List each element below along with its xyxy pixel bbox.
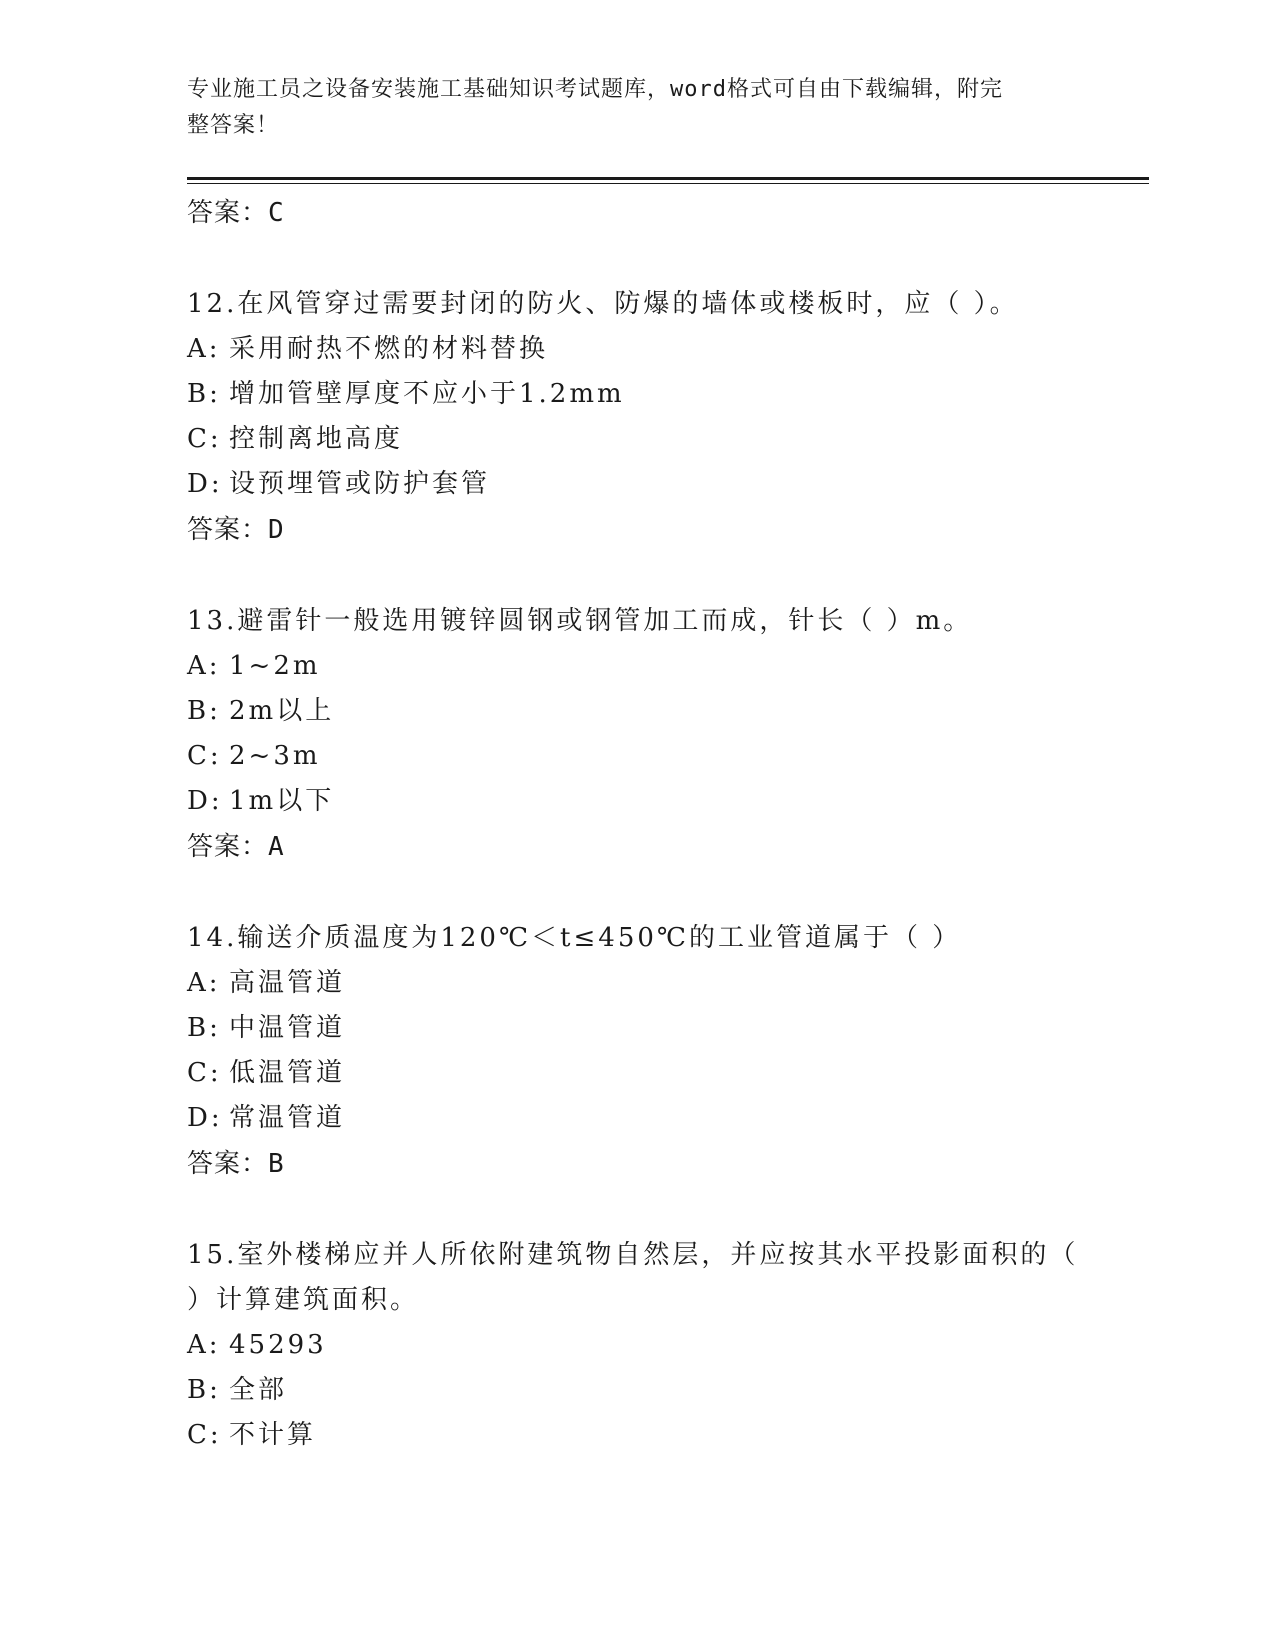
- answer-line: 答案：C: [187, 198, 285, 228]
- option-letter: B:: [187, 1375, 221, 1405]
- option-c: [187, 1051, 1087, 1096]
- option-text: 2m以上: [229, 696, 335, 726]
- question-stem-line: 12.在风管穿过需要封闭的防火、防爆的墙体或楼板时，应（ ）。: [187, 289, 1019, 319]
- option-letter: C:: [187, 1420, 222, 1450]
- question-stem-line: 14.输送介质温度为120℃＜t≤450℃的工业管道属于（ ）: [187, 923, 962, 953]
- option-d: [187, 462, 1087, 507]
- option-letter: C:: [187, 1058, 222, 1088]
- option-text: 1m以下: [229, 786, 335, 816]
- option-text: 低温管道: [229, 1058, 346, 1088]
- spacer: [187, 553, 1087, 599]
- answer-line: 答案：D: [187, 515, 285, 545]
- option-a: [187, 644, 1087, 689]
- option-a: [187, 961, 1087, 1006]
- question-stem: [187, 599, 1087, 644]
- option-a: [187, 1323, 1087, 1368]
- option-letter: A:: [187, 651, 221, 681]
- option-letter: A:: [187, 968, 221, 998]
- spacer: [187, 1187, 1087, 1233]
- option-d: [187, 1096, 1087, 1141]
- option-text: 采用耐热不燃的材料替换: [229, 334, 549, 364]
- answer-line: 答案：B: [187, 1149, 285, 1179]
- option-letter: B:: [187, 1013, 221, 1043]
- question-stem: [187, 282, 1087, 327]
- option-b: [187, 1368, 1087, 1413]
- option-letter: B:: [187, 696, 221, 726]
- spacer: [187, 236, 1087, 282]
- question-stem: [187, 916, 1087, 961]
- option-b: [187, 1006, 1087, 1051]
- option-text: 中温管道: [229, 1013, 346, 1043]
- option-text: 控制离地高度: [229, 424, 404, 454]
- question-13: [187, 599, 1087, 870]
- option-text: 不计算: [229, 1420, 317, 1450]
- option-text: 45293: [229, 1330, 327, 1360]
- option-b: [187, 372, 1087, 417]
- option-c: [187, 1413, 1087, 1458]
- option-text: 2~3m: [229, 741, 321, 771]
- question-stem-line: 13.避雷针一般选用镀锌圆钢或钢管加工而成，针长（ ）m。: [187, 606, 973, 636]
- option-text: 设预埋管或防护套管: [229, 469, 491, 499]
- option-letter: D:: [187, 786, 223, 816]
- option-letter: C:: [187, 741, 222, 771]
- option-letter: C:: [187, 424, 222, 454]
- option-text: 1~2m: [229, 651, 321, 681]
- option-letter: D:: [187, 469, 223, 499]
- option-a: [187, 327, 1087, 372]
- header-line-2: 整答案！: [187, 113, 280, 138]
- option-letter: A:: [187, 334, 221, 364]
- answer-line: 答案：A: [187, 832, 285, 862]
- option-letter: D:: [187, 1103, 223, 1133]
- header-line-1: 专业施工员之设备安装施工基础知识考试题库，word格式可自由下载编辑，附完: [187, 77, 1003, 102]
- option-c: [187, 417, 1087, 462]
- question-stem-line: ）计算建筑面积。: [187, 1285, 420, 1315]
- option-text: 常温管道: [229, 1103, 346, 1133]
- option-d: [187, 779, 1087, 824]
- question-14: [187, 916, 1087, 1187]
- question-stem: [187, 1233, 1087, 1323]
- question-12: [187, 282, 1087, 553]
- header-divider-thick: [187, 177, 1149, 180]
- option-letter: A:: [187, 1330, 221, 1360]
- question-15: [187, 1233, 1087, 1458]
- option-c: [187, 734, 1087, 779]
- question-list: [187, 190, 1087, 1458]
- document-header: [187, 72, 1067, 144]
- option-text: 高温管道: [229, 968, 346, 998]
- option-b: [187, 689, 1087, 734]
- option-text: 全部: [229, 1375, 288, 1405]
- spacer: [187, 870, 1087, 916]
- question-stem-line: 15.室外楼梯应并人所依附建筑物自然层，并应按其水平投影面积的（: [187, 1240, 1079, 1270]
- option-letter: B:: [187, 379, 221, 409]
- option-text: 增加管壁厚度不应小于1.2mm: [229, 379, 625, 409]
- header-divider-thin: [187, 183, 1149, 184]
